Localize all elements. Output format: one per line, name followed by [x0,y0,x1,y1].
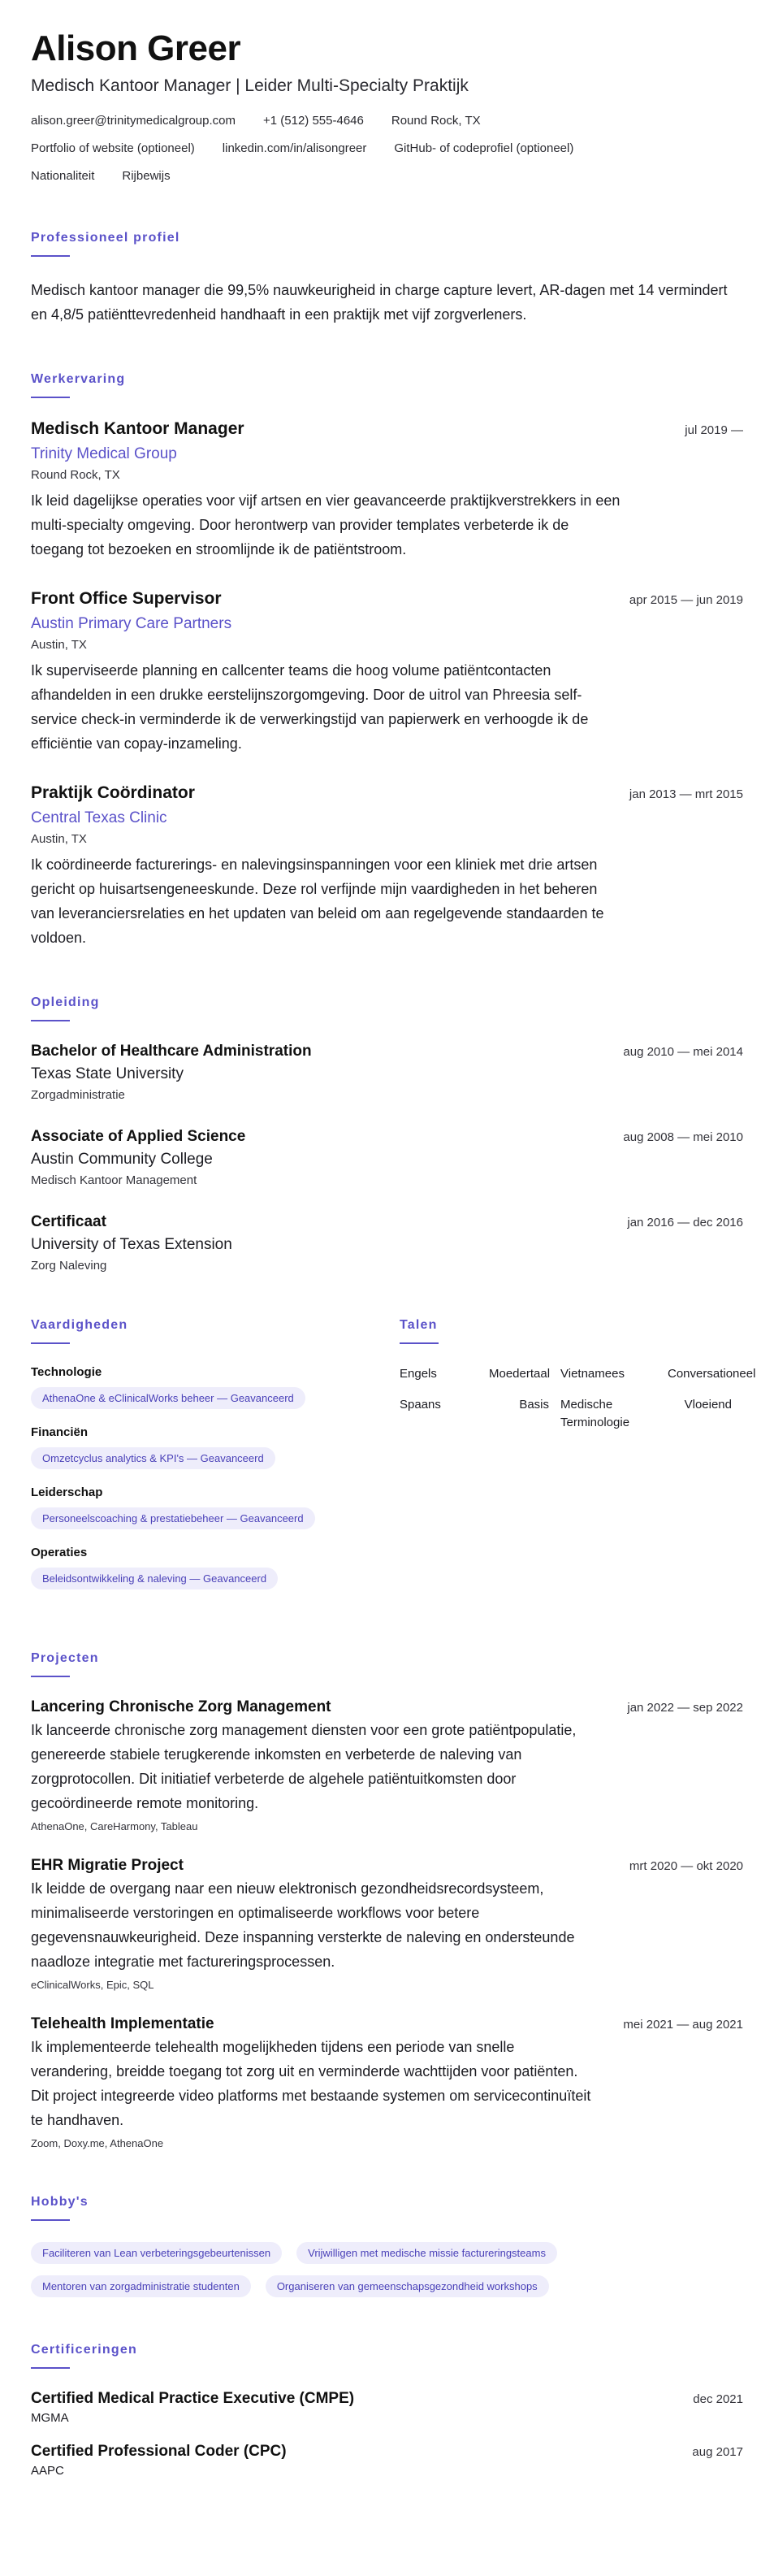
skills-languages-row [31,1318,756,1606]
languages-list [400,1365,756,1432]
experience-entry [31,419,743,562]
contact-row-primary [31,112,743,130]
contact-nationality: Nationaliteit [31,169,95,184]
school-name: Austin Community College [31,1151,213,1169]
contact-phone[interactable]: +1 (512) 555-4646 [263,114,364,128]
certification-entry [31,2443,743,2478]
skill-category-name: Financiën [31,1425,89,1440]
language-name: Spaans [400,1398,441,1412]
hobby-chip: Mentoren van zorgadministratie studenten [31,2275,251,2297]
section-divider [31,1676,70,1677]
project-tools: Zoom, Doxy.me, AthenaOne [31,2137,164,2150]
project-description: Ik implementeerde telehealth mogelijkheden tijdens een periode van snelle verandering, breidde toegang tot zorg uit en verminderde wachttijden voor patiënten. Dit project integreerde video platforms met bestaande systemen om servicecontinuïteit te handhaven. [31,2039,591,2129]
profile-section [31,231,743,327]
section-title: Werkervaring [31,372,126,387]
job-title: Praktijk Coördinator [31,783,195,803]
section-divider [31,397,70,398]
certification-name: Certified Professional Coder (CPC) [31,2443,287,2461]
section-title: Hobby's [31,2195,89,2210]
skill-chip: Omzetcyclus analytics & KPI's — Geavanceerd [31,1447,275,1469]
job-company[interactable]: Trinity Medical Group [31,445,177,463]
education-dates: jan 2016 — dec 2016 [627,1216,743,1230]
projects-section [31,1651,743,2149]
section-title: Projecten [31,1651,99,1666]
certification-issuer: AAPC [31,2464,64,2478]
profile-summary: Medisch kantoor manager die 99,5% nauwkeurigheid in charge capture levert, AR-dagen met 14 vermindert en 4,8/5 patiënttevredenheid handhaaft in een praktijk met vijf zorgverleners. [31,282,728,323]
language-name: Vietnamees [560,1367,625,1381]
hobby-chip: Faciliteren van Lean verbeteringsgebeurtenissen [31,2242,282,2264]
job-company[interactable]: Austin Primary Care Partners [31,615,232,633]
contact-location: Round Rock, TX [391,114,481,128]
experience-entry [31,783,743,950]
project-dates: mei 2021 — aug 2021 [623,2018,743,2032]
project-dates: mrt 2020 — okt 2020 [629,1859,743,1874]
section-title: Professioneel profiel [31,231,180,245]
section-divider [31,255,70,257]
section-title: Certificeringen [31,2343,137,2357]
certification-issuer: MGMA [31,2411,69,2426]
project-name: Lancering Chronische Zorg Management [31,1698,331,1716]
experience-entry [31,589,743,756]
education-entry [31,1128,743,1187]
skill-chip: AthenaOne & eClinicalWorks beheer — Geavanceerd [31,1387,305,1409]
languages-section [400,1318,756,1606]
experience-section [31,372,743,950]
study-field: Medisch Kantoor Management [31,1173,197,1188]
contact-linkedin[interactable]: linkedin.com/in/alisongreer [222,141,367,156]
skill-chip: Beleidsontwikkeling & naleving — Geavanceerd [31,1568,278,1589]
job-title: Front Office Supervisor [31,589,222,609]
contact-license: Rijbewijs [122,169,171,184]
skill-chip: Personeelscoaching & prestatiebeheer — Geavanceerd [31,1507,315,1529]
study-field: Zorg Naleving [31,1259,107,1273]
job-company[interactable]: Central Texas Clinic [31,809,167,827]
project-tools: eClinicalWorks, Epic, SQL [31,1979,154,1992]
hobby-list [31,2242,681,2297]
education-entry [31,1213,743,1273]
section-title: Vaardigheden [31,1318,128,1333]
contact-row-extra [31,167,743,185]
language-level: Moedertaal [489,1367,551,1381]
skill-category-name: Leiderschap [31,1485,103,1500]
hobby-chip: Vrijwilligen met medische missie factureringsteams [296,2242,557,2264]
education-section [31,995,743,1273]
project-name: EHR Migratie Project [31,1857,184,1875]
hobbies-section [31,2195,743,2297]
job-description: Ik superviseerde planning en callcenter teams die hoog volume patiëntcontacten afhandelden in een drukke eerstelijnszorgomgeving. Door de uitrol van Phreesia self-service check-in verminderde ik de verwerkingstijd van papierwerk en verhoogde ik de efficiëntie van copay-inzameling. [31,662,589,752]
education-dates: aug 2008 — mei 2010 [623,1130,743,1145]
education-entry [31,1043,743,1102]
language-level: Vloeiend [684,1398,732,1412]
degree-title: Certificaat [31,1213,106,1231]
language-name: Medische Terminologie [560,1398,630,1430]
job-title: Medisch Kantoor Manager [31,419,244,439]
skills-section [31,1318,400,1606]
project-tools: AthenaOne, CareHarmony, Tableau [31,1820,198,1833]
school-name: Texas State University [31,1065,184,1083]
language-name: Engels [400,1367,437,1381]
job-dates: jul 2019 — [685,423,743,438]
section-title: Talen [400,1318,438,1333]
section-divider [31,1020,70,1021]
project-dates: jan 2022 — sep 2022 [627,1701,743,1715]
project-description: Ik lanceerde chronische zorg management diensten voor een grote patiëntpopulatie, genereerde stabiele terugkerende inkomsten en verbeterde de naleving van zorgprotocollen. Dit initiatief verbeterde de algehele patiëntuitkomsten door gecoördineerde remote monitoring. [31,1722,577,1812]
hobby-chip: Organiseren van gemeenschapsgezondheid workshops [266,2275,549,2297]
section-title: Opleiding [31,995,100,1010]
project-entry [31,1857,743,1991]
contact-github[interactable]: GitHub- of codeprofiel (optioneel) [394,141,574,156]
skill-category [31,1546,400,1589]
job-dates: apr 2015 — jun 2019 [629,593,743,608]
job-description: Ik leid dagelijkse operaties voor vijf artsen en vier geavanceerde praktijkverstrekkers in een multi-specialty omgeving. Door herontwerp van provider templates verbeterde ik de toegang tot bezoeken en stroomlijnde ik de patiëntstroom. [31,492,620,558]
job-location: Round Rock, TX [31,468,120,483]
contact-website[interactable]: Portfolio of website (optioneel) [31,141,195,156]
certifications-section [31,2343,743,2478]
school-name: University of Texas Extension [31,1236,232,1254]
certification-date: aug 2017 [692,2445,743,2460]
job-description: Ik coördineerde facturerings- en nalevingsinspanningen voor een kliniek met drie artsen gericht op huisartsengeneeskunde. Deze rol verfijnde mijn vaardigheden in het beheren van leveranciersrelaties en het updaten van beleid om aan regelgevende standaarden te voldoen. [31,856,604,947]
job-location: Austin, TX [31,638,87,653]
language-level: Conversationeel [668,1367,756,1381]
project-name: Telehealth Implementatie [31,2015,214,2033]
skill-category-name: Technologie [31,1365,102,1380]
skill-category [31,1485,400,1529]
job-dates: jan 2013 — mrt 2015 [629,787,743,802]
certification-name: Certified Medical Practice Executive (CMPE) [31,2390,355,2408]
skill-category-name: Operaties [31,1546,88,1560]
resume-header [31,29,743,185]
project-entry [31,2015,743,2149]
education-dates: aug 2010 — mei 2014 [623,1045,743,1060]
contact-row-links [31,140,743,158]
section-divider [31,2367,70,2369]
candidate-headline: Medisch Kantoor Manager | Leider Multi-Specialty Praktijk [31,76,469,96]
candidate-name: Alison Greer [31,28,241,68]
degree-title: Associate of Applied Science [31,1128,246,1146]
skill-category [31,1365,400,1409]
certification-entry [31,2390,743,2425]
section-divider [31,2219,70,2221]
contact-email[interactable]: alison.greer@trinitymedicalgroup.com [31,114,236,128]
degree-title: Bachelor of Healthcare Administration [31,1043,312,1060]
project-description: Ik leidde de overgang naar een nieuw elektronisch gezondheidsrecordsysteem, minimaliseerde verstoringen en optimaliseerde workflows voor betere gegevensnauwkeurigheid. Deze inspanning versterkte de naleving en ondersteunde naadloze integratie met factureringsprocessen. [31,1880,575,1971]
project-entry [31,1698,743,1832]
certification-date: dec 2021 [693,2392,743,2407]
study-field: Zorgadministratie [31,1088,125,1103]
section-divider [31,1342,70,1344]
section-divider [400,1342,439,1344]
skill-category [31,1425,400,1469]
language-level: Basis [519,1398,549,1412]
job-location: Austin, TX [31,832,87,847]
